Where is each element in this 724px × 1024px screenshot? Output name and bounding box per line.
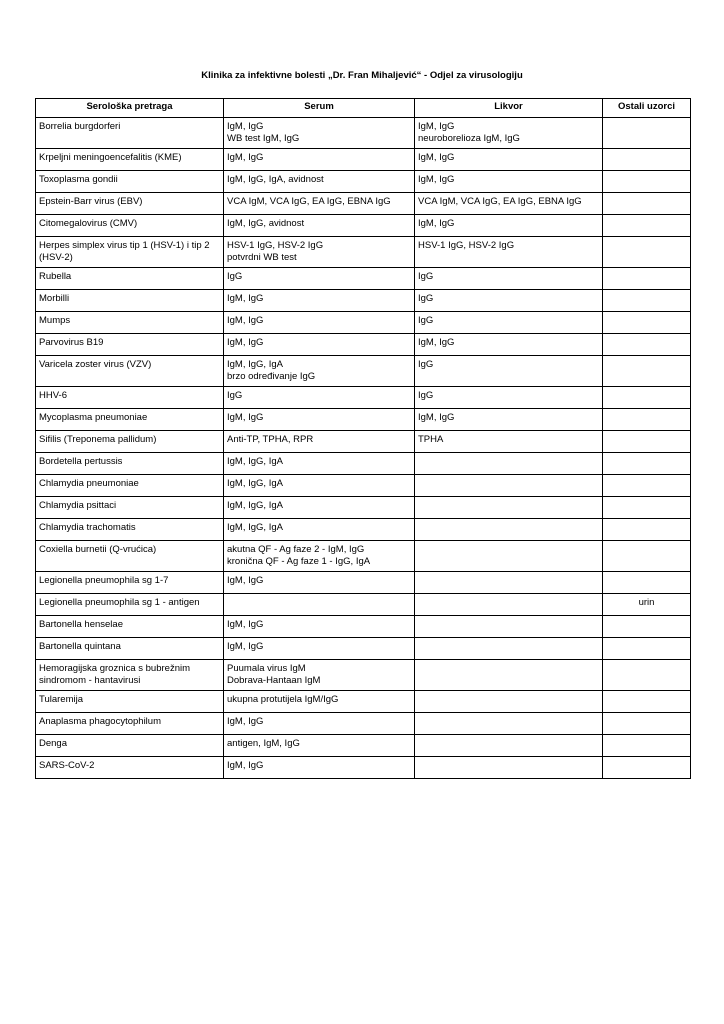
serum-cell [224, 594, 415, 616]
other-samples-cell [603, 572, 691, 594]
serology-table [35, 98, 691, 779]
test-name-cell [36, 431, 224, 453]
likvor-value: VCA IgM, VCA IgG, EA IgG, EBNA IgG [418, 196, 582, 207]
serum-cell [224, 638, 415, 660]
header-test: Serološka pretraga [36, 99, 224, 118]
test-name-cell [36, 171, 224, 193]
serum-value: ukupna protutijela IgM/IgG [227, 694, 339, 705]
likvor-value: IgG [418, 293, 434, 304]
serum-value: antigen, IgM, IgG [227, 738, 300, 749]
test-name: Mumps [39, 315, 71, 326]
serum-cell [224, 268, 415, 290]
likvor-cell [415, 519, 603, 541]
likvor-value: IgM, IgG [418, 121, 455, 132]
serum-cell [224, 519, 415, 541]
serum-value: IgM, IgG, IgA [227, 456, 283, 467]
test-name: Morbilli [39, 293, 70, 304]
test-name-cell [36, 594, 224, 616]
serum-value: IgM, IgG [227, 121, 264, 132]
test-name: Chlamydia trachomatis [39, 522, 136, 533]
likvor-cell [415, 660, 603, 691]
serum-value: IgG [227, 271, 243, 282]
test-name-cell [36, 118, 224, 149]
test-name: Chlamydia psittaci [39, 500, 117, 511]
table-row [36, 638, 691, 660]
other-samples-cell [603, 118, 691, 149]
other-samples-cell [603, 497, 691, 519]
page-title: Klinika za infektivne bolesti „Dr. Fran Mihaljević“ - Odjel za virusologiju [201, 70, 523, 81]
serum-value: IgM, IgG [227, 152, 264, 163]
test-name: Varicela zoster virus (VZV) [39, 359, 152, 370]
test-name: Bartonella quintana [39, 641, 121, 652]
serum-cell [224, 409, 415, 431]
serum-cell [224, 237, 415, 268]
likvor-cell [415, 735, 603, 757]
table-row [36, 735, 691, 757]
likvor-cell [415, 431, 603, 453]
likvor-value: IgG [418, 315, 434, 326]
likvor-value: IgM, IgG [418, 412, 455, 423]
serum-cell [224, 193, 415, 215]
other-samples-cell [603, 616, 691, 638]
likvor-cell [415, 713, 603, 735]
likvor-cell [415, 572, 603, 594]
likvor-cell [415, 237, 603, 268]
other-samples-cell [603, 215, 691, 237]
table-row [36, 409, 691, 431]
test-name-cell [36, 497, 224, 519]
likvor-cell [415, 356, 603, 387]
serum-value: IgM, IgG, IgA [227, 500, 283, 511]
other-samples-cell [603, 735, 691, 757]
likvor-cell [415, 387, 603, 409]
test-name-cell [36, 237, 224, 268]
serum-cell [224, 356, 415, 387]
serum-cell [224, 572, 415, 594]
likvor-cell [415, 193, 603, 215]
table-row [36, 757, 691, 779]
likvor-value: IgM, IgG [418, 174, 455, 185]
other-samples-cell [603, 312, 691, 334]
other-samples-cell [603, 171, 691, 193]
likvor-value: IgG [418, 359, 434, 370]
serum-value: Dobrava-Hantaan IgM [227, 675, 321, 686]
table-row [36, 356, 691, 387]
table-row [36, 691, 691, 713]
other-samples-cell [603, 334, 691, 356]
likvor-value: IgM, IgG [418, 337, 455, 348]
other-samples-cell [603, 638, 691, 660]
serum-cell [224, 431, 415, 453]
other-samples-cell [603, 268, 691, 290]
serum-cell [224, 616, 415, 638]
table-row [36, 616, 691, 638]
test-name-cell [36, 616, 224, 638]
likvor-cell [415, 290, 603, 312]
likvor-value: TPHA [418, 434, 444, 445]
serum-cell [224, 453, 415, 475]
likvor-cell [415, 312, 603, 334]
likvor-cell [415, 691, 603, 713]
serum-cell [224, 660, 415, 691]
other-samples-cell [603, 453, 691, 475]
serum-cell [224, 215, 415, 237]
table-row [36, 475, 691, 497]
likvor-cell [415, 497, 603, 519]
table-row [36, 387, 691, 409]
serum-value: IgM, IgG, IgA, avidnost [227, 174, 324, 185]
table-row [36, 118, 691, 149]
likvor-cell [415, 118, 603, 149]
serum-value: IgM, IgG, IgA [227, 359, 283, 370]
table-row [36, 237, 691, 268]
test-name: Legionella pneumophila sg 1-7 [39, 575, 169, 586]
test-name: Tularemija [39, 694, 83, 705]
likvor-value: HSV-1 IgG, HSV-2 IgG [418, 240, 515, 251]
test-name-cell [36, 290, 224, 312]
test-name-cell [36, 572, 224, 594]
table-row [36, 171, 691, 193]
test-name: Citomegalovirus (CMV) [39, 218, 138, 229]
test-name: Herpes simplex virus tip 1 (HSV-1) i tip 2 (HSV-2) [39, 240, 210, 263]
serum-cell [224, 334, 415, 356]
likvor-cell [415, 171, 603, 193]
likvor-cell [415, 215, 603, 237]
other-samples-cell [603, 660, 691, 691]
test-name-cell [36, 475, 224, 497]
test-name-cell [36, 268, 224, 290]
other-samples-cell [603, 713, 691, 735]
test-name: Krpeljni meningoencefalitis (KME) [39, 152, 182, 163]
test-name-cell [36, 638, 224, 660]
other-samples-value: urin [638, 597, 655, 608]
other-samples-cell [603, 409, 691, 431]
test-name: Hemoragijska groznica s bubrežnim sindromom - hantavirusi [39, 663, 191, 686]
serum-cell [224, 149, 415, 171]
serum-value: IgM, IgG [227, 641, 264, 652]
table-row [36, 497, 691, 519]
likvor-cell [415, 334, 603, 356]
test-name-cell [36, 334, 224, 356]
header-likvor: Likvor [415, 99, 603, 118]
test-name-cell [36, 149, 224, 171]
likvor-cell [415, 453, 603, 475]
likvor-cell [415, 475, 603, 497]
table-row [36, 594, 691, 616]
serum-value: Puumala virus IgM [227, 663, 306, 674]
serum-value: IgM, IgG, IgA [227, 522, 283, 533]
likvor-cell [415, 409, 603, 431]
serum-cell [224, 735, 415, 757]
test-name-cell [36, 193, 224, 215]
serum-cell [224, 312, 415, 334]
header-serum: Serum [224, 99, 415, 118]
other-samples-cell [603, 356, 691, 387]
serum-value: IgM, IgG, avidnost [227, 218, 305, 229]
test-name: Bordetella pertussis [39, 456, 123, 467]
table-row [36, 713, 691, 735]
table-row [36, 312, 691, 334]
serum-value: WB test IgM, IgG [227, 133, 300, 144]
serum-value: IgM, IgG, IgA [227, 478, 283, 489]
header-other: Ostali uzorci [603, 99, 691, 118]
test-name: Borrelia burgdorferi [39, 121, 121, 132]
test-name: Denga [39, 738, 67, 749]
test-name: Bartonella henselae [39, 619, 123, 630]
test-name: Anaplasma phagocytophilum [39, 716, 161, 727]
table-row [36, 290, 691, 312]
likvor-value: IgM, IgG [418, 218, 455, 229]
serum-cell [224, 290, 415, 312]
serum-cell [224, 691, 415, 713]
other-samples-cell [603, 594, 691, 616]
test-name: Toxoplasma gondii [39, 174, 118, 185]
other-samples-cell [603, 541, 691, 572]
table-row [36, 431, 691, 453]
other-samples-cell [603, 193, 691, 215]
test-name-cell [36, 312, 224, 334]
other-samples-cell [603, 290, 691, 312]
likvor-value: IgG [418, 271, 434, 282]
test-name-cell [36, 691, 224, 713]
serum-value: IgG [227, 390, 243, 401]
likvor-cell [415, 149, 603, 171]
serum-value: VCA IgM, VCA IgG, EA IgG, EBNA IgG [227, 196, 391, 207]
serum-cell [224, 118, 415, 149]
table-row [36, 572, 691, 594]
other-samples-cell [603, 519, 691, 541]
serum-cell [224, 387, 415, 409]
test-name-cell [36, 409, 224, 431]
test-name: SARS-CoV-2 [39, 760, 95, 771]
test-name-cell [36, 660, 224, 691]
test-name-cell [36, 519, 224, 541]
likvor-cell [415, 594, 603, 616]
serum-value: IgM, IgG [227, 337, 264, 348]
test-name: Mycoplasma pneumoniae [39, 412, 148, 423]
table-row [36, 453, 691, 475]
table-row [36, 215, 691, 237]
serum-cell [224, 713, 415, 735]
serum-value: IgM, IgG [227, 619, 264, 630]
other-samples-cell [603, 431, 691, 453]
test-name-cell [36, 356, 224, 387]
test-name-cell [36, 387, 224, 409]
test-name: Epstein-Barr virus (EBV) [39, 196, 143, 207]
test-name-cell [36, 215, 224, 237]
likvor-cell [415, 541, 603, 572]
serum-value: brzo određivanje IgG [227, 371, 316, 382]
likvor-cell [415, 616, 603, 638]
table-body [36, 118, 691, 779]
other-samples-cell [603, 475, 691, 497]
table-header-row [36, 99, 691, 118]
serum-value: HSV-1 IgG, HSV-2 IgG [227, 240, 324, 251]
test-name: Parvovirus B19 [39, 337, 104, 348]
table-row [36, 268, 691, 290]
other-samples-cell [603, 757, 691, 779]
serum-cell [224, 475, 415, 497]
likvor-value: IgM, IgG [418, 152, 455, 163]
serum-value: kronična QF - Ag faze 1 - IgG, IgA [227, 556, 371, 567]
test-name: Sifilis (Treponema pallidum) [39, 434, 157, 445]
test-name-cell [36, 541, 224, 572]
test-name-cell [36, 713, 224, 735]
table-row [36, 193, 691, 215]
likvor-cell [415, 268, 603, 290]
test-name: Legionella pneumophila sg 1 - antigen [39, 597, 200, 608]
serum-value: IgM, IgG [227, 760, 264, 771]
serum-cell [224, 171, 415, 193]
test-name-cell [36, 757, 224, 779]
likvor-value: IgG [418, 390, 434, 401]
table-row [36, 660, 691, 691]
test-name-cell [36, 453, 224, 475]
table-row [36, 334, 691, 356]
serum-cell [224, 541, 415, 572]
serum-cell [224, 497, 415, 519]
test-name-cell [36, 735, 224, 757]
serum-value: potvrdni WB test [227, 252, 297, 263]
serum-cell [224, 757, 415, 779]
test-name: Chlamydia pneumoniae [39, 478, 139, 489]
test-name: HHV-6 [39, 390, 67, 401]
test-name: Coxiella burnetii (Q-vrućica) [39, 544, 157, 555]
serum-value: Anti-TP, TPHA, RPR [227, 434, 314, 445]
likvor-cell [415, 638, 603, 660]
likvor-value: neuroborelioza IgM, IgG [418, 133, 520, 144]
serum-value: akutna QF - Ag faze 2 - IgM, IgG [227, 544, 365, 555]
serum-value: IgM, IgG [227, 412, 264, 423]
table-row [36, 541, 691, 572]
table-row [36, 519, 691, 541]
other-samples-cell [603, 691, 691, 713]
table-row [36, 149, 691, 171]
serum-value: IgM, IgG [227, 575, 264, 586]
other-samples-cell [603, 149, 691, 171]
other-samples-cell [603, 237, 691, 268]
serum-value: IgM, IgG [227, 716, 264, 727]
test-name: Rubella [39, 271, 72, 282]
other-samples-cell [603, 387, 691, 409]
likvor-cell [415, 757, 603, 779]
serum-value: IgM, IgG [227, 315, 264, 326]
serum-value: IgM, IgG [227, 293, 264, 304]
